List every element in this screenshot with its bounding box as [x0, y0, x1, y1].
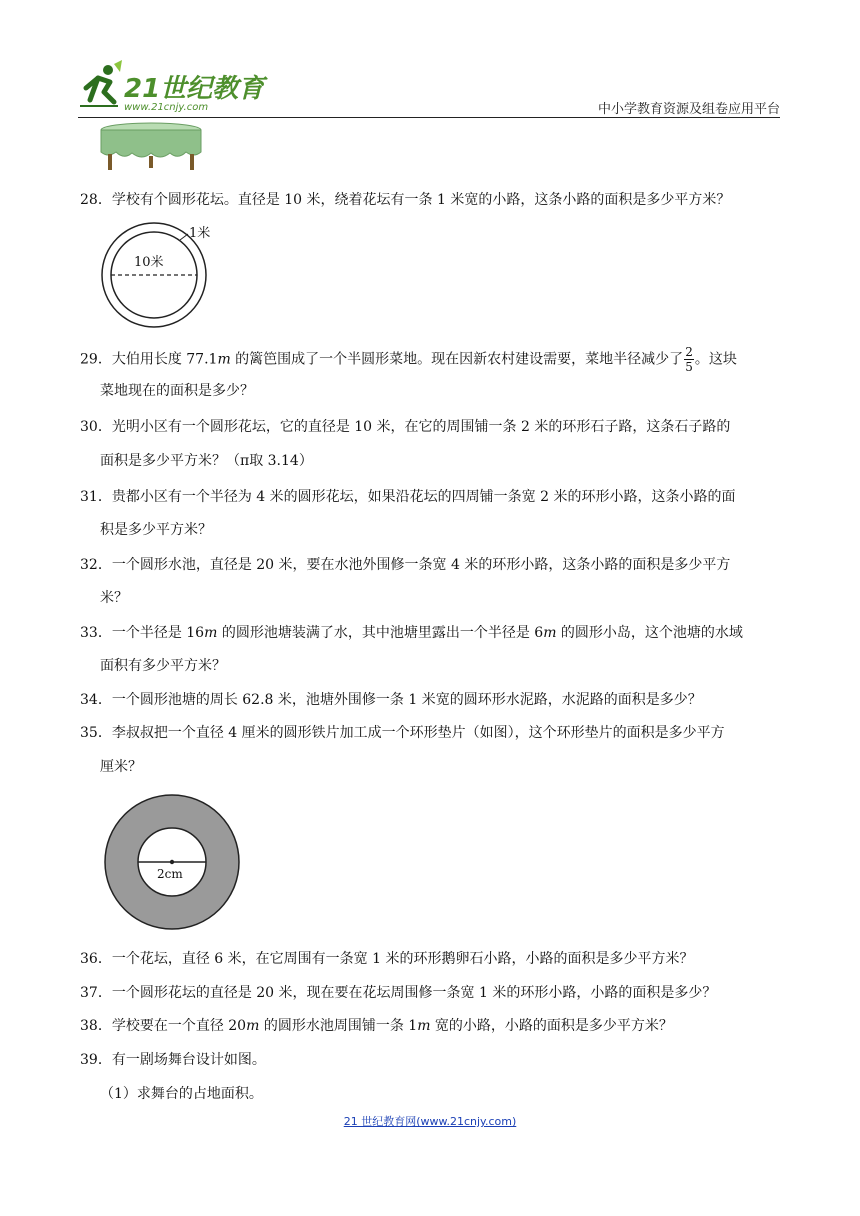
- unit: m: [417, 1018, 431, 1034]
- diameter-label: 10米: [134, 255, 164, 270]
- question-text: 学校有个圆形花坛。直径是 10 米，绕着花坛有一条 1 米宽的小路，这条小路的面积是多少平方米？: [111, 192, 731, 208]
- question-text: 。这块: [694, 351, 737, 368]
- question-number: 34．: [80, 692, 112, 708]
- question-text: 一个半径是 16: [111, 625, 205, 641]
- question-text: 一个圆形池塘的周长 62.8 米，池塘外围修一条 1 米宽的圆环形水泥路，水泥路的面积是多少？: [111, 692, 702, 708]
- question-number: 32．: [80, 557, 112, 573]
- question-37: [80, 982, 780, 1004]
- question-number: 31．: [80, 489, 112, 505]
- question-33-line2: [80, 655, 780, 677]
- question-text: 积是多少平方米？: [100, 522, 212, 538]
- brand-name: 21世纪教育: [124, 74, 265, 104]
- question-29-line2: [80, 380, 780, 402]
- washer-diagram: [102, 794, 242, 934]
- question-number: 38．: [80, 1018, 112, 1034]
- header-divider: [78, 117, 780, 118]
- question-38: [80, 1015, 780, 1037]
- question-32: [80, 554, 780, 576]
- ring-path-diagram: [96, 220, 226, 330]
- fraction-numerator: 2: [685, 345, 693, 359]
- question-text: 宽的小路，小路的面积是多少平方米？: [430, 1018, 673, 1034]
- question-35-line2: [80, 756, 780, 778]
- page-header: [78, 60, 780, 118]
- question-number: 33．: [80, 625, 112, 641]
- question-36: [80, 948, 780, 970]
- question-39: [80, 1049, 780, 1071]
- question-text: 菜地现在的面积是多少？: [100, 383, 254, 399]
- question-31: [80, 486, 780, 508]
- question-text: 的圆形小岛，这个池塘的水域: [556, 625, 743, 641]
- question-30: [80, 416, 780, 438]
- question-text: 光明小区有一个圆形花坛，它的直径是 10 米，在它的周围铺一条 2 米的环形石子路，这条石子路的: [111, 419, 731, 435]
- brand-url: www.21cnjy.com: [124, 102, 209, 113]
- platform-title: 中小学教育资源及组卷应用平台: [597, 102, 780, 117]
- question-number: 39．: [80, 1052, 112, 1068]
- question-text: 的圆形水池周围铺一条 1: [259, 1018, 418, 1034]
- question-32-line2: [80, 587, 780, 609]
- question-text: 的篱笆围成了一个半圆形菜地。现在因新农村建设需要，菜地半径减少了: [230, 351, 684, 368]
- diameter-label: 2cm: [157, 867, 183, 881]
- question-text: 一个圆形水池，直径是 20 米，要在水池外围修一条宽 4 米的环形小路，这条小路的面积是多少平方: [111, 557, 731, 573]
- unit: m: [217, 351, 231, 368]
- question-text: 有一剧场舞台设计如图。: [111, 1052, 266, 1068]
- question-35: [80, 722, 780, 744]
- question-28: [80, 189, 780, 211]
- fraction: [684, 345, 694, 374]
- unit: m: [543, 625, 557, 641]
- question-33: [80, 622, 780, 644]
- question-number: 36．: [80, 951, 112, 967]
- width-label: 1米: [189, 226, 211, 241]
- question-text: 学校要在一个直径 20: [111, 1018, 247, 1034]
- question-text: 一个圆形花坛的直径是 20 米，现在要在花坛周围修一条宽 1 米的环形小路，小路的面积是多少？: [111, 985, 717, 1001]
- question-text: 面积是多少平方米？（π取 3.14）: [100, 453, 313, 469]
- unit: m: [246, 1018, 260, 1034]
- question-text: 米？: [100, 590, 128, 606]
- sub-question-text: （1）求舞台的占地面积。: [100, 1086, 263, 1102]
- question-number: 37．: [80, 985, 112, 1001]
- question-29: [80, 345, 780, 374]
- question-31-line2: [80, 519, 780, 541]
- question-text: 厘米？: [100, 759, 142, 775]
- fraction-denominator: 5: [685, 360, 693, 374]
- unit: m: [204, 625, 218, 641]
- question-number: 35．: [80, 725, 112, 741]
- question-number: 29．: [80, 351, 112, 368]
- question-30-line2: [80, 450, 780, 472]
- brand-logo: [78, 60, 265, 116]
- question-34: [80, 689, 780, 711]
- question-39-sub1: [80, 1083, 780, 1105]
- round-table-illustration: [96, 122, 206, 172]
- footer-link[interactable]: 21 世纪教育网(www.21cnjy.com): [343, 1115, 517, 1128]
- question-number: 30．: [80, 419, 112, 435]
- question-number: 28．: [80, 192, 112, 208]
- question-text: 大伯用长度 77.1: [111, 351, 218, 368]
- question-text: 李叔叔把一个直径 4 厘米的圆形铁片加工成一个环形垫片（如图），这个环形垫片的面积是多少平方: [111, 725, 725, 741]
- question-text: 面积有多少平方米？: [100, 658, 226, 674]
- question-text: 贵都小区有一个半径为 4 米的圆形花坛，如果沿花坛的四周铺一条宽 2 米的环形小路，这条小路的面: [111, 489, 736, 505]
- question-text: 一个花坛，直径 6 米，在它周围有一条宽 1 米的环形鹅卵石小路，小路的面积是多少平方米？: [111, 951, 694, 967]
- question-text: 的圆形池塘装满了水，其中池塘里露出一个半径是 6: [217, 625, 544, 641]
- runner-icon: [78, 60, 124, 112]
